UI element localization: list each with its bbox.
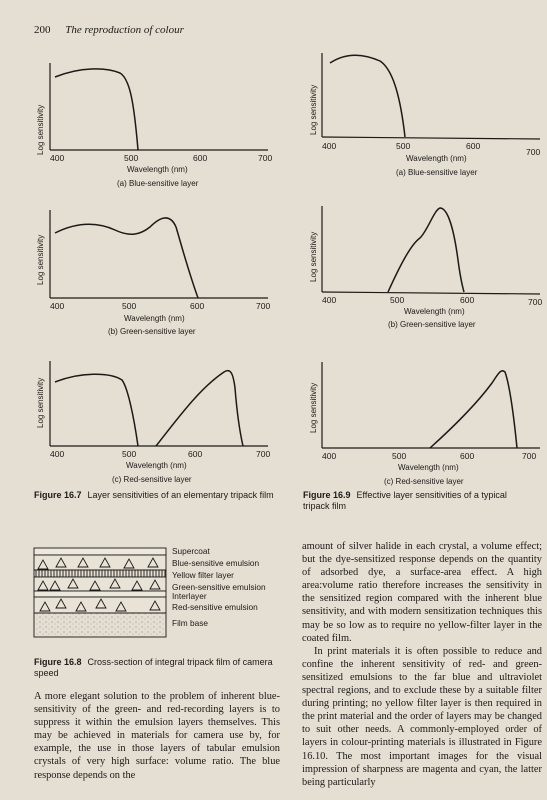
x-axis-label: Wavelength (nm): [398, 463, 459, 472]
tick-500: 500: [124, 153, 139, 163]
tick-600: 600: [190, 301, 205, 311]
caption-text: Layer sensitivities of an elementary tripack film: [87, 490, 274, 500]
right-column-text: [302, 540, 542, 789]
running-header: [34, 24, 184, 36]
x-axis-label: Wavelength (nm): [406, 154, 467, 163]
fig16-7-panel-b: [30, 205, 280, 350]
tick-400: 400: [322, 295, 337, 305]
tick-400: 400: [50, 153, 65, 163]
tick-400: 400: [322, 141, 337, 151]
tick-700: 700: [528, 297, 543, 307]
tick-500: 500: [392, 451, 407, 461]
tick-400: 400: [50, 449, 65, 459]
tick-700: 700: [256, 449, 271, 459]
tick-400: 400: [50, 301, 65, 311]
label-supercoat: Supercoat: [172, 546, 210, 556]
layer-labels: [172, 546, 266, 628]
fig16-9-panel-b: [300, 200, 547, 340]
caption-text: Effective layer sensitivities of a typical tripack film: [303, 490, 507, 511]
fig16-7-panel-c: [30, 358, 280, 493]
fig16-9-panel-a: [300, 45, 547, 190]
red-region-curve: [156, 371, 243, 446]
blue-emulsion-layer: [34, 555, 166, 570]
tick-700: 700: [522, 451, 537, 461]
x-axis: [322, 137, 540, 139]
tick-600: 600: [193, 153, 208, 163]
interlayer: [34, 591, 166, 597]
y-axis-label: Log sensitivity: [309, 84, 318, 135]
y-axis-label: Log sensitivity: [309, 382, 318, 433]
fig16-9-panel-c: [300, 358, 547, 493]
y-axis-label: Log sensitivity: [36, 234, 45, 285]
panel-label: (a) Blue-sensitive layer: [396, 168, 478, 177]
tick-600: 600: [188, 449, 203, 459]
caption-text: Cross-section of integral tripack film of camera speed: [34, 657, 273, 678]
left-column-paragraph: A more elegant solution to the problem of inherent blue-sensitivity of the green- and red-recording layers is to suppress it within the emulsion layers themselves. This may be achieved in materials for camera use by, for example, the use in those layers of tabular emulsion crystals of very high surface: volume ratio. The blue response depends on the: [34, 691, 280, 781]
page-number: 200: [34, 24, 51, 36]
running-title: The reproduction of colour: [65, 24, 184, 36]
supercoat-layer: [34, 548, 166, 555]
tick-400: 400: [322, 451, 337, 461]
y-axis-label: Log sensitivity: [36, 104, 45, 155]
sensitivity-curve: [330, 55, 405, 137]
label-film-base: Film base: [172, 618, 208, 628]
tick-700: 700: [256, 301, 271, 311]
right-paragraph-1: amount of silver halide in each crystal, a volume effect; but the dye-sensitized response depends on the quantity of adsorbed dye, a surface-area effect. A high area:volume ratio therefore increases the sensitivity in the sensitized region compared with the inherent blue sensitivity, and with modern sensitization techniques this may be so low as to require no yellow-filter layer in the coated film.: [302, 541, 542, 644]
x-axis-label: Wavelength (nm): [126, 461, 187, 470]
sensitivity-curve: [430, 371, 517, 448]
tick-700: 700: [258, 153, 273, 163]
caption-number: Figure 16.8: [34, 657, 82, 667]
label-interlayer: Interlayer: [172, 591, 207, 601]
panel-label: (b) Green-sensitive layer: [108, 327, 196, 336]
tick-600: 600: [460, 451, 475, 461]
x-axis-label: Wavelength (nm): [124, 314, 185, 323]
tick-600: 600: [460, 295, 475, 305]
right-paragraph-2: In print materials it is often possible to reduce and confine the inherent sensitivity of red- and green-sensitized emulsions to the far blue and ultraviolet spectral regions, and to exclude these by a suitable filter during printing; no yellow filter layer is then required in the print material and the order of layers may be changed to suit other needs. A commonly-employed order of layers in colour-printing materials is illustrated in Figure 16.10. The most important images for the visual impression of sharpness are magenta and cyan, the latter being particularly: [302, 645, 542, 788]
panel-label: (b) Green-sensitive layer: [388, 320, 476, 329]
yellow-filter-layer: [34, 570, 166, 577]
tick-500: 500: [122, 301, 137, 311]
sensitivity-curve: [55, 218, 198, 298]
tick-600: 600: [466, 141, 481, 151]
sensitivity-curve: [388, 208, 464, 292]
panel-label: (c) Red-sensitive layer: [384, 477, 464, 486]
fig16-7-caption: [34, 490, 274, 501]
tick-700: 700: [526, 147, 541, 157]
caption-number: Figure 16.9: [303, 490, 351, 500]
x-axis-label: Wavelength (nm): [404, 307, 465, 316]
x-axis: [322, 292, 540, 294]
fig16-8-caption: [34, 657, 284, 679]
label-blue-emulsion: Blue-sensitive emulsion: [172, 558, 260, 568]
caption-number: Figure 16.7: [34, 490, 82, 500]
panel-label: (c) Red-sensitive layer: [112, 475, 192, 484]
tick-500: 500: [122, 449, 137, 459]
tick-500: 500: [396, 141, 411, 151]
fig16-9-caption: [303, 490, 533, 512]
film-base-layer: [34, 613, 166, 637]
y-axis-label: Log sensitivity: [309, 231, 318, 282]
panel-label: (a) Blue-sensitive layer: [117, 179, 199, 188]
label-green-emulsion: Green-sensitive emulsion: [172, 582, 266, 592]
fig16-8-cross-section: [32, 540, 297, 640]
red-emulsion-layer: [34, 597, 166, 613]
tick-500: 500: [390, 295, 405, 305]
y-axis-label: Log sensitivity: [36, 377, 45, 428]
fig16-7-panel-a: [30, 55, 280, 200]
blue-region-curve: [55, 374, 138, 446]
label-yellow-filter: Yellow filter layer: [172, 570, 234, 580]
label-red-emulsion: Red-sensitive emulsion: [172, 602, 258, 612]
sensitivity-curve: [55, 69, 138, 150]
x-axis-label: Wavelength (nm): [127, 165, 188, 174]
